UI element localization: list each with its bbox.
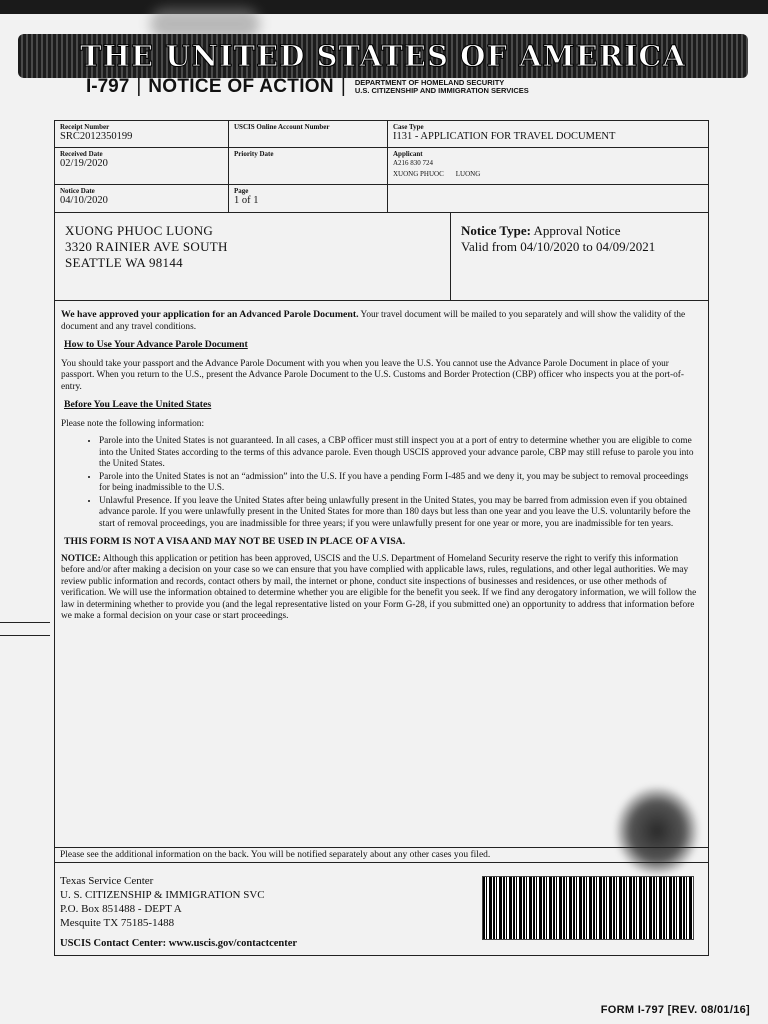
service-center-address — [60, 874, 265, 930]
notice-date-cell — [55, 185, 229, 213]
contact-center: USCIS Contact Center: www.uscis.gov/contactcenter — [60, 938, 298, 949]
barcode — [482, 876, 694, 940]
notice-date-label: Notice Date — [60, 187, 95, 195]
form-number: I-797 — [86, 76, 130, 97]
notice-type-label: Notice Type: — [461, 223, 531, 238]
form-header — [86, 76, 529, 98]
address-line-3: SEATTLE WA 98144 — [65, 255, 183, 270]
back-page-note: Please see the additional information on the back. You will be notified separately about any other cases you filed. — [55, 847, 708, 863]
header-separator-2: | — [340, 76, 346, 97]
notice-type-value: Approval Notice — [533, 223, 621, 238]
office-line-3: P.O. Box 851488 - DEPT A — [60, 903, 182, 915]
how-to-heading: How to Use Your Advance Parole Document — [64, 339, 248, 350]
notice-date-value: 04/10/2020 — [60, 195, 108, 206]
case-type-cell — [388, 121, 708, 148]
receipt-number-value: SRC2012350199 — [60, 131, 133, 142]
scan-top-shadow — [0, 0, 768, 14]
margin-marks — [0, 622, 50, 636]
department-name — [355, 79, 529, 95]
department-line-1: DEPARTMENT OF HOMELAND SECURITY — [354, 78, 505, 87]
receipt-number-cell — [55, 121, 229, 148]
department-line-2: U.S. CITIZENSHIP AND IMMIGRATION SERVICES — [354, 86, 529, 95]
notice-type-box — [451, 213, 708, 301]
notice-label: NOTICE: — [61, 553, 101, 564]
list-item: • Parole into the United States is not an “admission” into the U.S. If you have a pending Form I-485 and we deny it, you may be subject to removal proceedings for being inadmissible to the U.S. — [99, 472, 701, 495]
received-date-value: 02/19/2020 — [60, 158, 108, 169]
page-cell — [229, 185, 388, 213]
how-to-text: You should take your passport and the Advance Parole Document with you when you leave the U.S. You cannot use the Advance Parole Document in place of your passport. When you return to the U.S., present the Advance Parole Document to the U.S. Customs and Border Protection (CBP) officer who inspects you at the port-of-entry. — [61, 358, 684, 392]
notice-body — [61, 309, 701, 629]
receipt-number-label: Receipt Number — [60, 123, 110, 131]
priority-date-label: Priority Date — [234, 150, 274, 158]
case-type-label: Case Type — [393, 123, 424, 131]
page-value: 1 of 1 — [234, 195, 259, 206]
applicant-last-name: LUONG — [455, 170, 481, 178]
address-line-2: 3320 RAINIER AVE SOUTH — [65, 239, 228, 254]
verification-notice — [61, 554, 701, 623]
approval-statement — [61, 309, 701, 333]
address-line-1: XUONG PHUOC LUONG — [65, 223, 214, 238]
before-you-leave-intro: Please note the following information: — [61, 418, 205, 429]
applicant-label: Applicant — [393, 150, 423, 158]
form-title: NOTICE OF ACTION — [148, 76, 334, 97]
list-item: • Parole into the United States is not guaranteed. In all cases, a CBP officer must still inspect you at a port of entry to determine whether you are eligible to come into the United States according to the terms of this advance parole. Even though USCIS approved your advance parole, CBP may still refuse to parole you into the United States. — [99, 436, 701, 471]
office-line-4: Mesquite TX 75185-1488 — [60, 917, 175, 929]
list-item: • Unlawful Presence. If you leave the United States after being unlawfully present in the United States, you may be barred from admission even if you obtained advance parole. If you were unlawfully present in the United States for more than 180 days but less than one year and you leave the U.S. voluntarily before the start of removal proceedings, you are inadmissible for three years; if you were unlawfully present for one year or more, you are inadmissible for ten years. — [99, 496, 701, 531]
not-a-visa-warning: THIS FORM IS NOT A VISA AND MAY NOT BE USED IN PLACE OF A VISA. — [64, 536, 406, 547]
office-line-2: U. S. CITIZENSHIP & IMMIGRATION SVC — [60, 889, 265, 901]
applicant-name — [393, 169, 703, 180]
header-separator: | — [136, 76, 142, 97]
before-you-leave-heading: Before You Leave the United States — [64, 399, 212, 410]
page-label: Page — [234, 187, 249, 195]
header-banner — [18, 34, 748, 78]
form-revision: FORM I-797 [REV. 08/01/16] — [600, 1004, 750, 1016]
notice-text: Although this application or petition has been approved, USCIS and the U.S. Department of Homeland Security reserve the right to verify this information before and/or after making a decision on your case so we can ensure that you have complied with applicable laws, rules, regulations, and other legal authorities. We may review public information and records, contact others by mail, the internet or phone, conduct site inspections of businesses and residences, or use other methods of verification. We will use the information obtained to determine whether you are eligible for the benefit you seek. If we find any derogatory information, we will follow the law in determining whether to provide you (and the legal representative listed on your Form G-28, if you submitted one) an opportunity to address that information before we make a formal decision on your case or start proceedings. — [61, 553, 697, 621]
banner-title: THE UNITED STATES OF AMERICA — [80, 39, 686, 73]
blank-cell — [388, 185, 708, 213]
applicant-first-name: XUONG PHUOC — [393, 170, 444, 178]
notice-type — [461, 223, 698, 239]
travel-warnings-list — [61, 436, 701, 530]
notice-frame — [54, 120, 709, 956]
validity-period: Valid from 04/10/2020 to 04/09/2021 — [461, 239, 656, 254]
applicant-cell — [388, 148, 708, 185]
priority-date-cell — [229, 148, 388, 185]
approval-statement-rest: Your travel document will be mailed to you separately and will show the validity of the document and any travel conditions. — [61, 310, 686, 332]
office-line-1: Texas Service Center — [60, 875, 154, 887]
mailing-address — [55, 213, 451, 301]
approval-statement-bold: We have approved your application for an Advanced Parole Document. — [61, 309, 359, 320]
online-account-cell — [229, 121, 388, 148]
received-date-cell — [55, 148, 229, 185]
applicant-a-number: A216 830 724 — [393, 159, 434, 167]
received-date-label: Received Date — [60, 150, 103, 158]
case-type-value: I131 - APPLICATION FOR TRAVEL DOCUMENT — [393, 131, 616, 142]
online-account-label: USCIS Online Account Number — [234, 123, 330, 131]
